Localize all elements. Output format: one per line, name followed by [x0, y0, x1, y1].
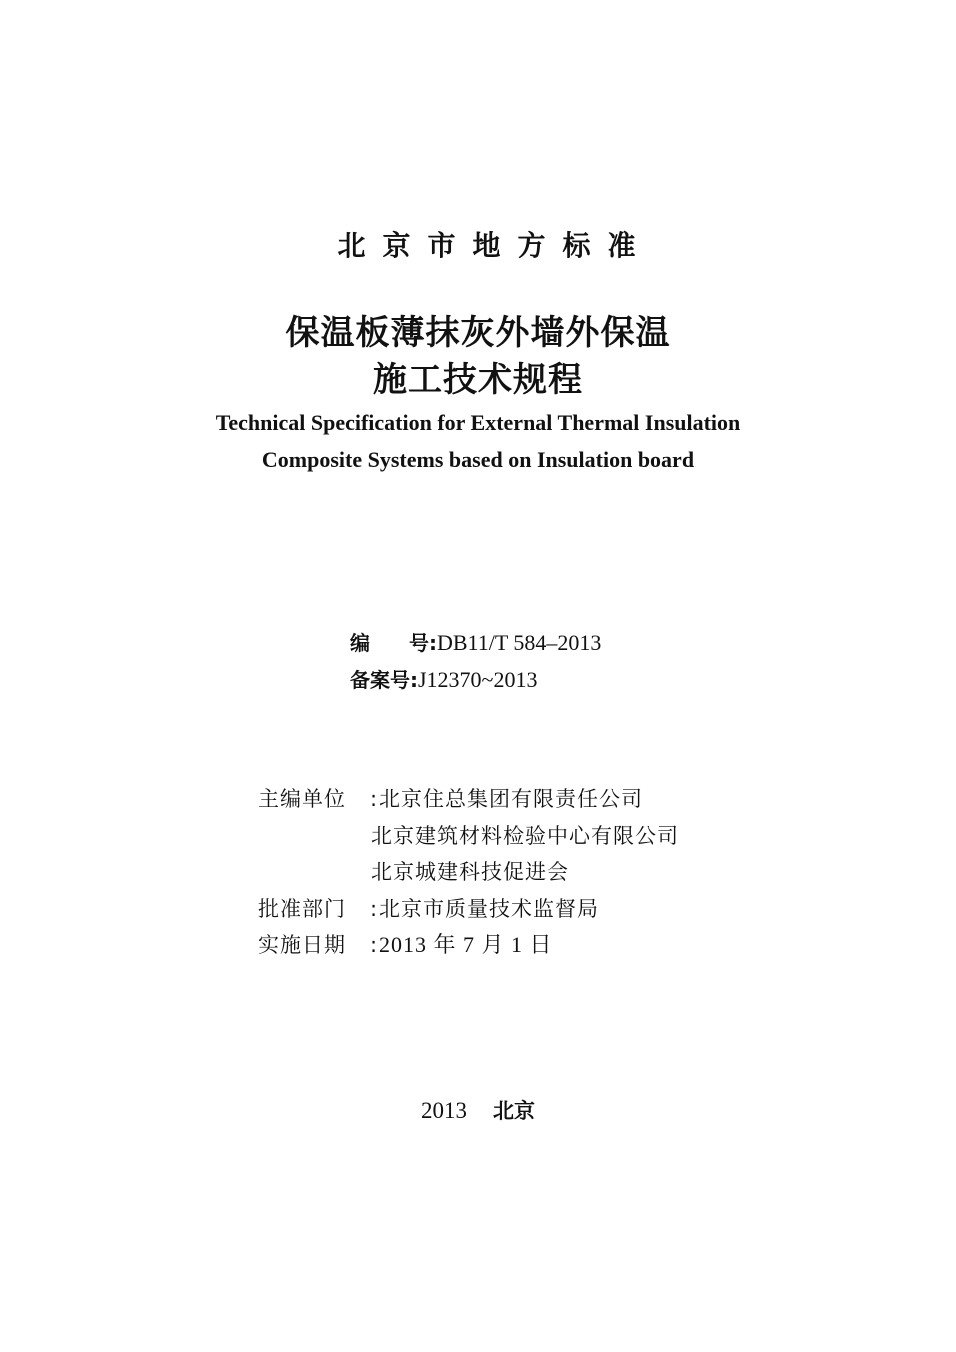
chief-editor-label: 主编单位 — [258, 787, 346, 811]
publication-city: 北京 — [493, 1099, 535, 1123]
record-number-label: 备案号 — [350, 668, 410, 692]
chief-editor-unit-row-3 — [371, 856, 569, 888]
standard-code-label-part2: 号 — [409, 631, 429, 655]
title-zh-line1: 保温板薄抹灰外墙外保温 — [285, 313, 671, 353]
title-zh-line2: 施工技术规程 — [373, 360, 583, 400]
approval-department-row — [258, 893, 599, 925]
chief-editor-separator: : — [370, 787, 379, 811]
chief-editor-unit-2: 北京建筑材料检验中心有限公司 — [371, 824, 679, 848]
implementation-date-label: 实施日期 — [258, 933, 346, 957]
standard-code-label-part1: 编 — [350, 631, 370, 655]
title-en-line1: Technical Specification for External Thermal Insulation — [215, 410, 741, 435]
approval-department-value: 北京市质量技术监督局 — [379, 897, 599, 921]
title-en-line2: Composite Systems based on Insulation board — [261, 447, 695, 472]
implementation-date-separator: : — [370, 933, 379, 957]
chief-editor-unit-1: 北京住总集团有限责任公司 — [379, 787, 643, 811]
standard-category: 北京市地方标准 — [337, 229, 653, 262]
chief-editor-row — [258, 783, 643, 815]
approval-department-label: 批准部门 — [258, 897, 346, 921]
record-number-separator: : — [410, 668, 418, 692]
chief-editor-unit-3: 北京城建科技促进会 — [371, 860, 569, 884]
publication-footer — [0, 1094, 956, 1130]
chief-editor-unit-row-2 — [371, 820, 679, 852]
record-number-value: J12370~2013 — [418, 667, 538, 692]
standard-code-value: DB11/T 584–2013 — [437, 630, 602, 655]
standard-code-row — [350, 627, 601, 659]
record-number-row — [350, 664, 537, 696]
publication-year: 2013 — [421, 1098, 467, 1123]
implementation-date-row — [258, 929, 553, 961]
standard-code-separator: : — [429, 631, 437, 655]
approval-department-separator: : — [370, 897, 379, 921]
implementation-date-value: 2013 年 7 月 1 日 — [379, 932, 553, 957]
